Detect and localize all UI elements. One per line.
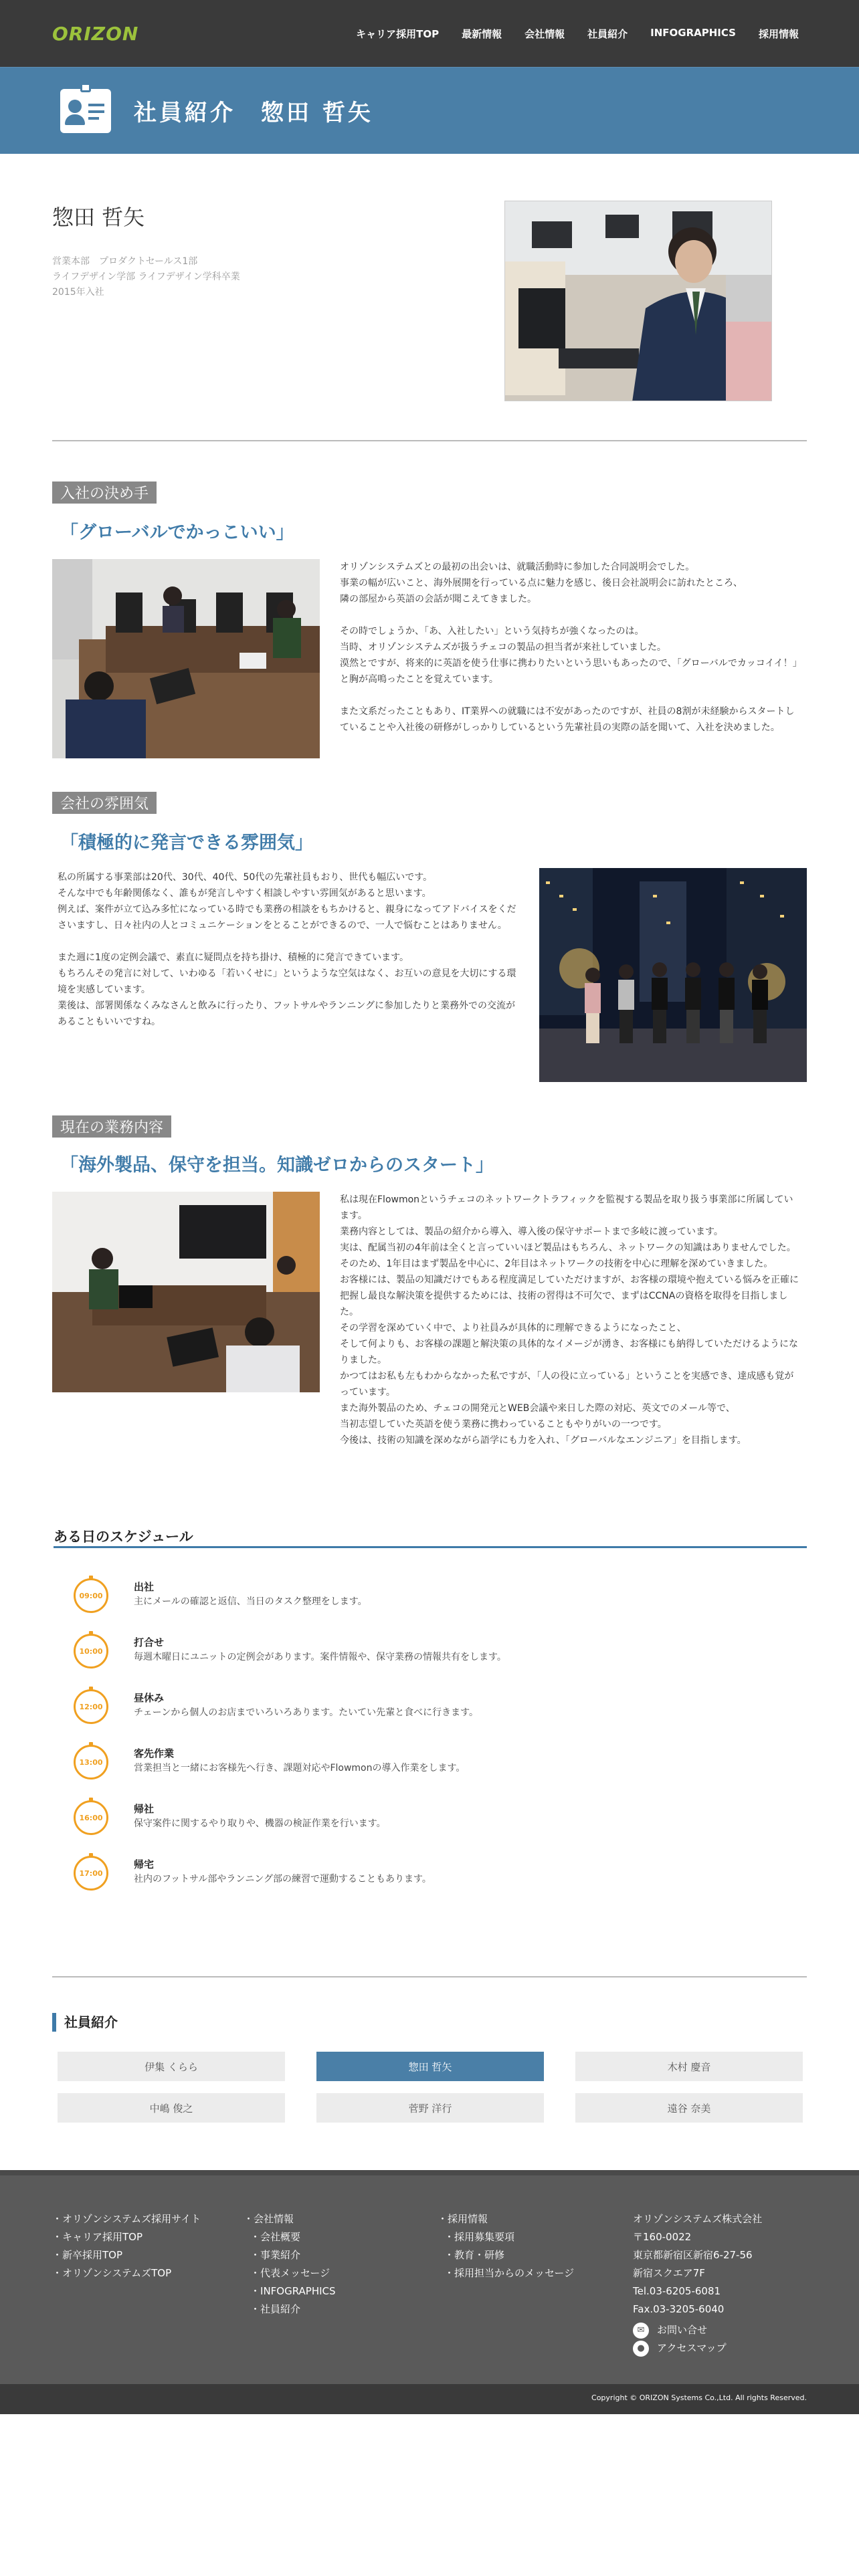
divider <box>52 440 807 441</box>
map-pin-icon: ● <box>633 2341 649 2357</box>
footer-link[interactable]: ・採用情報 <box>438 2213 488 2225</box>
company-fax: Fax.03-3205-6040 <box>633 2303 725 2315</box>
footer-link[interactable]: ・教育・研修 <box>444 2249 505 2261</box>
employees-title: 社員紹介 <box>52 2013 118 2032</box>
schedule-label: 帰社 <box>134 1803 155 1815</box>
footer-col-recruit <box>438 2210 574 2282</box>
site-logo[interactable]: ORIZON <box>52 22 139 45</box>
clock-icon: 17:00 <box>74 1856 108 1891</box>
nav-employees[interactable]: 社員紹介 <box>587 27 628 40</box>
schedule-item <box>74 1689 743 1729</box>
section-label-atmosphere: 会社の雰囲気 <box>52 792 157 814</box>
clock-icon: 16:00 <box>74 1800 108 1835</box>
employee-button[interactable]: 遠谷 奈美 <box>575 2093 803 2123</box>
clock-icon: 10:00 <box>74 1634 108 1669</box>
schedule-label: 客先作業 <box>134 1747 175 1759</box>
section-label-current-work: 現在の業務内容 <box>52 1115 171 1138</box>
footer-company-info <box>633 2210 762 2357</box>
footer-col-sites <box>52 2210 201 2282</box>
schedule-item <box>74 1634 743 1674</box>
profile-department: 営業本部 プロダクトセールス1部 <box>52 256 198 267</box>
company-name: オリゾンシステムズ株式会社 <box>633 2213 763 2225</box>
footer-link[interactable]: ・事業紹介 <box>250 2249 301 2261</box>
site-header <box>0 0 859 67</box>
footer-link[interactable]: ・代表メッセージ <box>250 2267 330 2279</box>
section2-paragraph: 私の所属する事業部は20代、30代、40代、50代の先輩社員もおり、世代も幅広いです。 そんな中でも年齢関係なく、誰もが発言しやすく相談しやすい雰囲気があると思います。 例えば、案件が立て込み多忙になっている時でも業務の相談をもちかけると、親身になってアドバイスをくださいますし、日々社内の人とコミュニケーションをとることができるので、一人で悩むことはありません。 <box>58 872 516 931</box>
schedule-label: 出社 <box>134 1581 155 1593</box>
page-title: 社員紹介 惣田 哲矢 <box>134 100 373 126</box>
nav-news[interactable]: 最新情報 <box>462 27 502 40</box>
main-nav <box>356 27 799 41</box>
team-night-photo <box>539 868 807 1082</box>
schedule-item <box>74 1578 743 1618</box>
schedule-title: ある日のスケジュール <box>54 1529 193 1545</box>
company-address: 東京都新宿区新宿6-27-56 <box>633 2249 753 2261</box>
clock-icon: 12:00 <box>74 1689 108 1724</box>
schedule-description: 主にメールの確認と返信、当日のタスク整理をします。 <box>134 1596 367 1607</box>
section1-text <box>340 559 801 752</box>
copyright-bar <box>0 2384 859 2414</box>
nav-recruit[interactable]: 採用情報 <box>758 27 799 40</box>
access-link[interactable]: ● アクセスマップ <box>633 2339 762 2357</box>
footer-link[interactable]: ・キャリア採用TOP <box>52 2231 143 2243</box>
divider <box>52 1976 807 1977</box>
section1-paragraph: オリゾンシステムズとの最初の出会いは、就職活動時に参加した合同説明会でした。 事業の幅が広いこと、海外展開を行っている点に魅力を感じ、後日会社説明会に訪れたところ、 隣の部屋から英語の会話が聞こえてきました。 <box>340 562 743 605</box>
schedule-label: 打合せ <box>134 1636 165 1648</box>
company-building: 新宿スクエア7F <box>633 2267 705 2279</box>
clock-icon: 09:00 <box>74 1578 108 1613</box>
section-heading-decision: 「グローバルでかっこいい」 <box>60 522 294 543</box>
copyright-text: Copyright © ORIZON Systems Co.,Ltd. All rights Reserved. <box>591 2393 807 2402</box>
meeting-photo <box>52 559 320 758</box>
footer-link[interactable]: ・新卒採用TOP <box>52 2249 123 2261</box>
nav-career-top[interactable]: キャリア採用TOP <box>356 27 440 40</box>
site-footer <box>0 2170 859 2384</box>
footer-link[interactable]: ・INFOGRAPHICS <box>250 2285 336 2297</box>
profile-join-year: 2015年入社 <box>52 287 104 298</box>
section2-paragraph: また週に1度の定例会議で、素直に疑問点を持ち掛け、積極的に発言できています。 もちろんその発言に対して、いわゆる「若いくせに」というような空気はなく、お互いの意見を大切にする環境を実感しています。 業後は、部署関係なくみなさんと飲みに行ったり、フットサルやランニングに参加したりと業務外での交流があることもいいですね。 <box>58 952 516 1027</box>
schedule-description: 保守案件に関するやり取りや、機器の検証作業を行います。 <box>134 1818 386 1829</box>
profile-faculty: ライフデザイン学部 ライフデザイン学科卒業 <box>52 272 240 282</box>
section-heading-current-work: 「海外製品、保守を担当。知識ゼロからのスタート」 <box>60 1155 494 1176</box>
schedule-item <box>74 1800 743 1840</box>
schedule-label: 帰宅 <box>134 1858 155 1870</box>
profile-photo <box>504 201 772 401</box>
company-tel: Tel.03-6205-6081 <box>633 2285 721 2297</box>
footer-link[interactable]: ・社員紹介 <box>250 2303 301 2315</box>
schedule-item <box>74 1856 743 1896</box>
profile-info <box>52 254 240 300</box>
schedule-description: 社内のフットサル部やランニング部の練習で運動することもあります。 <box>134 1874 432 1885</box>
schedule-label: 昼休み <box>134 1692 165 1704</box>
footer-link[interactable]: ・オリゾンシステムズTOP <box>52 2267 172 2279</box>
nav-company[interactable]: 会社情報 <box>524 27 565 40</box>
section-label-decision: 入社の決め手 <box>52 481 157 504</box>
schedule-description: チェーンから個人のお店までいろいろあります。たいてい先輩と食べに行きます。 <box>134 1707 479 1718</box>
profile-name: 惣田 哲矢 <box>52 205 145 230</box>
employee-button[interactable]: 中嶋 俊之 <box>58 2093 285 2123</box>
section-heading-atmosphere: 「積極的に発言できる雰囲気」 <box>60 833 313 853</box>
nav-infographics[interactable]: INFOGRAPHICS <box>650 26 736 39</box>
contact-link[interactable]: ✉ お問い合せ <box>633 2321 762 2339</box>
section1-paragraph: また文系だったこともあり、IT業界への就職には不安があったのですが、社員の8割が未経験からスタートしていることや入社後の研修がしっかりしているという先輩社員の実際の話を聞いて、入社を決めました。 <box>340 706 795 733</box>
schedule-description: 毎週木曜日にユニットの定例会があります。案件情報や、保守業務の情報共有をします。 <box>134 1652 506 1662</box>
footer-link[interactable]: ・オリゾンシステムズ採用サイト <box>52 2213 201 2225</box>
footer-link[interactable]: ・会社情報 <box>244 2213 294 2225</box>
clock-icon: 13:00 <box>74 1745 108 1780</box>
page-banner <box>0 67 859 154</box>
employee-button[interactable]: 菅野 洋行 <box>316 2093 544 2123</box>
section3-text: 私は現在Flowmonというチェコのネットワークトラフィックを監視する製品を取り扱う事業部に所属しています。 業務内容としては、製品の紹介から導入、導入後の保守サポートまで多岐に渡っています。 実は、配属当初の4年前は全くと言っていいほど製品はもちろん、ネットワークの知識はありませんでした。 そのため、1年目はまず製品を中心に、2年目はネットワークの技術を中心に理解を深めていきました。 お客様には、製品の知識だけでもある程度満足していただけますが、お客様の環境や抱えている悩みを正確に把握し最良な解決策を提供するためには、技術の習得は不可欠で、まずはCCNAの資格を取得を目指しました。 その学習を深めていく中で、より社員みが具体的に理解できるようになったこと、 そして何よりも、お客様の課題と解決策の具体的なイメージが湧き、お客様にも納得していただけるようになりました。 かつてはお私も左もわからなかった私ですが、「人の役に立っている」ということを実感でき、達成感も覚がっています。 また海外製品のため、チェコの開発元とWEB会議や来日した際の対応、英文でのメール等で、 当初志望していた英語を使う業務に携わっていることもやりがいの一つです。 今後は、技術の知識を深めながら語学にも力を入れ、「グローバルなエンジニア」を目指します。 <box>340 1194 799 1446</box>
section2-text <box>58 869 522 1046</box>
section1-paragraph: その時でしょうか、「あ、入社したい」という気持ちが強くなったのは。 当時、オリゾンシステムズが扱うチェコの製品の担当者が来社していました。 漠然とですが、将来的に英語を使う仕事に携わりたいという思いもあったので、「グローバルでカッコイイ！」と胸が高鳴ったことを覚えています。 <box>340 626 797 685</box>
schedule-description: 営業担当と一緒にお客様先へ行き、課題対応やFlowmonの導入作業をします。 <box>134 1763 466 1774</box>
footer-col-company <box>244 2210 336 2319</box>
footer-link[interactable]: ・採用募集要項 <box>444 2231 515 2243</box>
schedule-divider <box>54 1546 807 1548</box>
employee-button[interactable]: 伊集 くらら <box>58 2052 285 2081</box>
footer-link[interactable]: ・採用担当からのメッセージ <box>444 2267 575 2279</box>
mail-icon: ✉ <box>633 2323 649 2339</box>
schedule-item <box>74 1745 743 1785</box>
company-zip: 〒160-0022 <box>633 2231 692 2243</box>
footer-link[interactable]: ・会社概要 <box>250 2231 301 2243</box>
profile-section <box>0 154 859 441</box>
employee-button[interactable]: 木村 慶音 <box>575 2052 803 2081</box>
id-badge-icon <box>60 89 111 133</box>
employee-button-active[interactable]: 惣田 哲矢 <box>316 2052 544 2081</box>
